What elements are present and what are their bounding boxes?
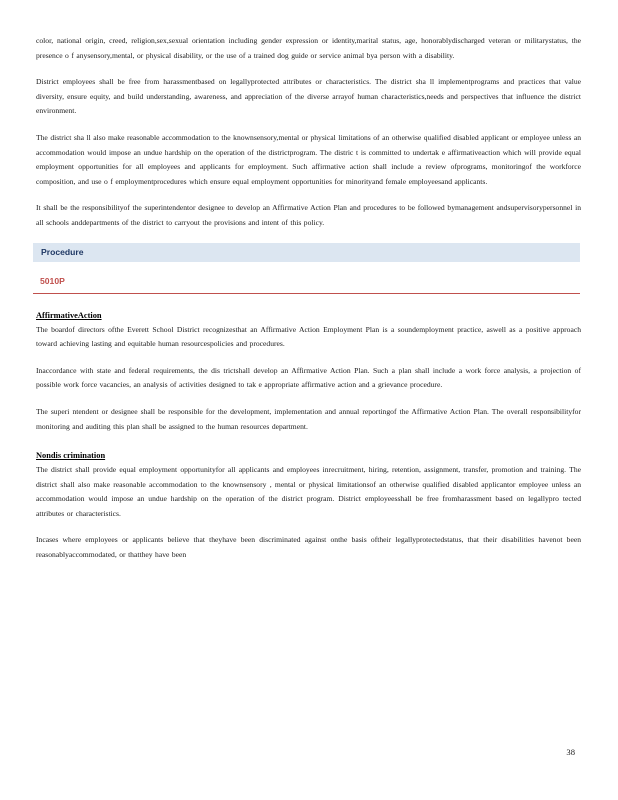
- section-label: Procedure: [41, 247, 84, 258]
- policy-paragraph: District employees shall be free from harassmentbased on legallyprotected attributes or characteristics. The district sha ll implementprograms and practices that value diversity, ensure equity, and build understanding, awareness, and appreciation of the diverse arrayof human characteristics,needs and perspectives that influence the district environment.: [36, 77, 581, 116]
- section-band: [33, 243, 580, 262]
- affirmative-action-paragraph: The boardof directors ofthe Everett School District recognizesthat an Affirmative Action Employment Plan is a soundemployment practice, aswell as a positive approach toward achieving lasting and equitable human resourcespolicies and procedures.: [36, 324, 581, 349]
- document-page: [36, 34, 581, 575]
- policy-paragraph: color, national origin, creed, religion,sex,sexual orientation including gender expression or identity,marital status, age, honorablydischarged veteran or militarystatus, the presence o f anysensory,mental, or physical disability, or the use of a trained dog guide or service animal bya person with a disability.: [36, 36, 581, 60]
- nondiscrimination-paragraph: The district shall provide equal employment opportunityfor all applicants and employees inrecruitment, hiring, retention, assignment, transfer, promotion and training. The district shall also make reasonable accommodation to the knownsensory , mental or physical limitationsof an otherwise qualified disabled applicantor employee unless an accommodation would impose an undue hardship on the operation of the district program. District employeesshall be free fromharassment based on legallypro tected attributes or characteristics.: [36, 465, 581, 518]
- policy-number: 5010P: [40, 275, 65, 286]
- nondiscrimination-paragraph: Incases where employees or applicants believe that theyhave been discriminated against onthe basis oftheir legallyprotectedstatus, that their disabilities havenot been reasonablyaccommodated, or thatthey have been: [36, 535, 581, 560]
- policy-number-row: [33, 271, 580, 294]
- affirmative-action-paragraph: Inaccordance with state and federal requirements, the dis trictshall develop an Affirmative Action Plan. Such a plan shall include a work force analysis, a projection of possible work force vacancies, an analysis of activities designed to tak e appropriate affirmative action and a grievance procedure.: [36, 365, 581, 390]
- page-number: 38: [566, 747, 575, 757]
- policy-paragraph: The district sha ll also make reasonable accommodation to the knownsensory,mental or physical limitations of an otherwise qualified disabled applicant or employee unless an accommodation would impose an undue hardship on the operation of the districtprogram. The distric t is committed to undertak e affirmativeaction which will provide equal employment opportunities for all employees and applicants for employment. Such affirmative action shall include a review ofprograms, monitoringof the workforce composition, and use o f employmentprocedures which ensure equal employment opportunities for minorityand female employeesand applicants.: [36, 132, 581, 186]
- affirmative-action-paragraph: The superi ntendent or designee shall be responsible for the development, implementation and annual reportingof the Affirmative Action Plan. The overall responsibilityfor monitoring and auditing this plan shall be assigned to the human resources department.: [36, 406, 581, 431]
- policy-paragraph: It shall be the responsibilityof the superintendentor designee to develop an Affirmative Action Plan and procedures to be followed bymanagement andsupervisorypersonnel in all schools anddepartments of the district to carryout the provisions and intent of this policy.: [36, 203, 581, 227]
- affirmative-action-heading: AffirmativeAction: [36, 310, 102, 320]
- nondiscrimination-heading: Nondis crimination: [36, 451, 106, 461]
